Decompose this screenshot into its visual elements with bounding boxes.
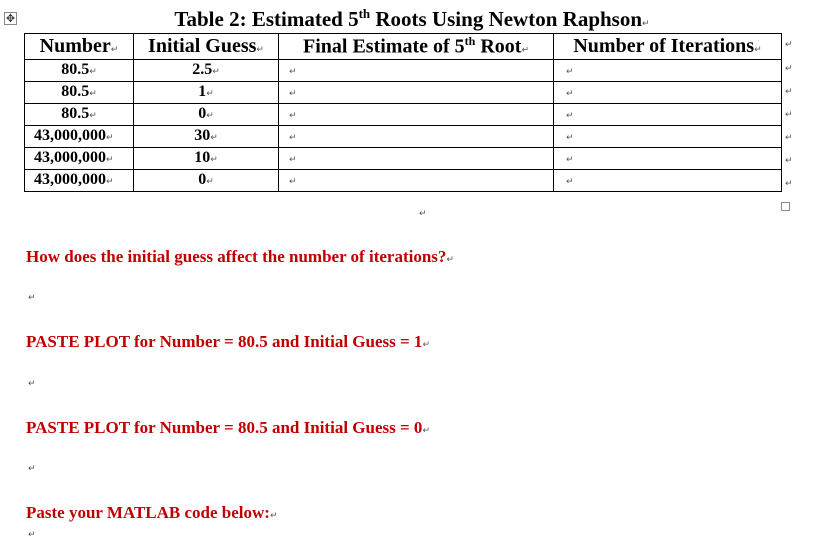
row-end-mark-icon: ↵: [785, 110, 793, 120]
paragraph-mark-icon: ↵: [289, 111, 297, 122]
table-row: [25, 147, 782, 169]
table-header-row: [25, 34, 782, 60]
header-initial-guess[interactable]: Initial Guess↵: [134, 34, 279, 60]
paragraph-mark-icon: ↵: [446, 255, 454, 265]
table-row: [25, 103, 782, 125]
cell-final-estimate[interactable]: [279, 81, 554, 103]
header-iterations[interactable]: Number of Iterations↵: [554, 34, 782, 60]
paragraph-mark-icon: ↵: [289, 133, 297, 144]
paragraph-mark-icon: ↵: [206, 89, 214, 100]
cell-iterations[interactable]: [554, 59, 782, 81]
paragraph-mark-icon: ↵: [28, 379, 36, 389]
paragraph-mark-icon: ↵: [89, 111, 97, 122]
row-end-mark-icon: ↵: [785, 133, 793, 143]
paragraph-mark-icon: ↵: [256, 44, 264, 55]
paragraph-mark-icon: ↵: [566, 177, 574, 188]
paragraph-mark-icon: ↵: [28, 464, 36, 474]
paragraph-mark-icon: ↵: [289, 177, 297, 188]
paragraph-mark-icon: ↵: [642, 19, 650, 29]
header-number[interactable]: Number↵: [25, 34, 134, 60]
row-end-mark-icon: ↵: [785, 156, 793, 166]
table-row: [25, 59, 782, 81]
cell-final-estimate[interactable]: [279, 169, 554, 191]
cell-number[interactable]: 43,000,000↵: [25, 125, 134, 147]
roots-table: [24, 33, 782, 192]
paragraph-mark-icon: ↵: [106, 133, 114, 144]
cell-iterations[interactable]: [554, 81, 782, 103]
cell-final-estimate[interactable]: [279, 125, 554, 147]
table-resize-handle[interactable]: [781, 202, 790, 211]
paragraph-mark-icon: ↵: [106, 155, 114, 166]
paragraph-mark-icon: ↵: [210, 133, 218, 144]
paragraph-mark-icon: ↵: [212, 67, 220, 78]
cell-initial-guess[interactable]: 2.5↵: [134, 59, 279, 81]
paragraph-mark-icon: ↵: [206, 177, 214, 188]
paragraph-mark-icon: ↵: [89, 67, 97, 78]
paragraph-mark-icon: ↵: [106, 177, 114, 188]
cell-number[interactable]: 80.5↵: [25, 81, 134, 103]
cell-iterations[interactable]: [554, 125, 782, 147]
paste-matlab-code: Paste your MATLAB code below:↵: [26, 503, 278, 522]
paragraph-mark-icon: ↵: [206, 111, 214, 122]
row-end-mark-icon: ↵: [785, 87, 793, 97]
table-row: [25, 169, 782, 191]
paragraph-mark-icon: ↵: [89, 89, 97, 100]
question-initial-guess: How does the initial guess affect the number of iterations?↵: [26, 247, 454, 266]
paragraph-mark-icon: ↵: [28, 530, 36, 540]
paragraph-mark-icon: ↵: [566, 89, 574, 100]
cell-initial-guess[interactable]: 0↵: [134, 103, 279, 125]
paragraph-mark-icon: ↵: [269, 511, 278, 521]
paragraph-mark-icon: ↵: [419, 209, 427, 219]
cell-final-estimate[interactable]: [279, 147, 554, 169]
cell-iterations[interactable]: [554, 103, 782, 125]
cell-number[interactable]: 43,000,000↵: [25, 147, 134, 169]
paragraph-mark-icon: ↵: [110, 44, 119, 55]
paragraph-mark-icon: ↵: [289, 67, 297, 78]
cell-number[interactable]: 80.5↵: [25, 59, 134, 81]
header-final-estimate[interactable]: Final Estimate of 5th Root↵: [279, 34, 554, 60]
paragraph-mark-icon: ↵: [28, 293, 36, 303]
row-end-mark-icon: ↵: [785, 64, 793, 74]
paragraph-mark-icon: ↵: [566, 155, 574, 166]
paragraph-mark-icon: ↵: [566, 133, 574, 144]
cell-iterations[interactable]: [554, 147, 782, 169]
table-row: [25, 125, 782, 147]
paragraph-mark-icon: ↵: [422, 426, 430, 436]
table-move-handle-icon[interactable]: ✥: [5, 12, 16, 25]
paragraph-mark-icon: ↵: [422, 340, 430, 350]
cell-initial-guess[interactable]: 10↵: [134, 147, 279, 169]
cell-number[interactable]: 80.5↵: [25, 103, 134, 125]
paragraph-mark-icon: ↵: [566, 67, 574, 78]
table-row: [25, 81, 782, 103]
cell-initial-guess[interactable]: 30↵: [134, 125, 279, 147]
cell-number[interactable]: 43,000,000↵: [25, 169, 134, 191]
paste-plot-guess-0: PASTE PLOT for Number = 80.5 and Initial Guess = 0↵: [26, 418, 430, 437]
cell-final-estimate[interactable]: [279, 103, 554, 125]
paragraph-mark-icon: ↵: [566, 111, 574, 122]
cell-final-estimate[interactable]: [279, 59, 554, 81]
cell-initial-guess[interactable]: 1↵: [134, 81, 279, 103]
table-title: Table 2: Estimated 5th Roots Using Newton Raphson↵: [174, 6, 650, 31]
paragraph-mark-icon: ↵: [210, 155, 218, 166]
paste-plot-guess-1: PASTE PLOT for Number = 80.5 and Initial Guess = 1↵: [26, 332, 430, 351]
cell-initial-guess[interactable]: 0↵: [134, 169, 279, 191]
paragraph-mark-icon: ↵: [754, 44, 762, 55]
row-end-mark-icon: ↵: [785, 179, 793, 189]
cell-iterations[interactable]: [554, 169, 782, 191]
paragraph-mark-icon: ↵: [289, 155, 297, 166]
paragraph-mark-icon: ↵: [289, 89, 297, 100]
paragraph-mark-icon: ↵: [521, 45, 529, 56]
row-end-mark-icon: ↵: [785, 40, 793, 50]
